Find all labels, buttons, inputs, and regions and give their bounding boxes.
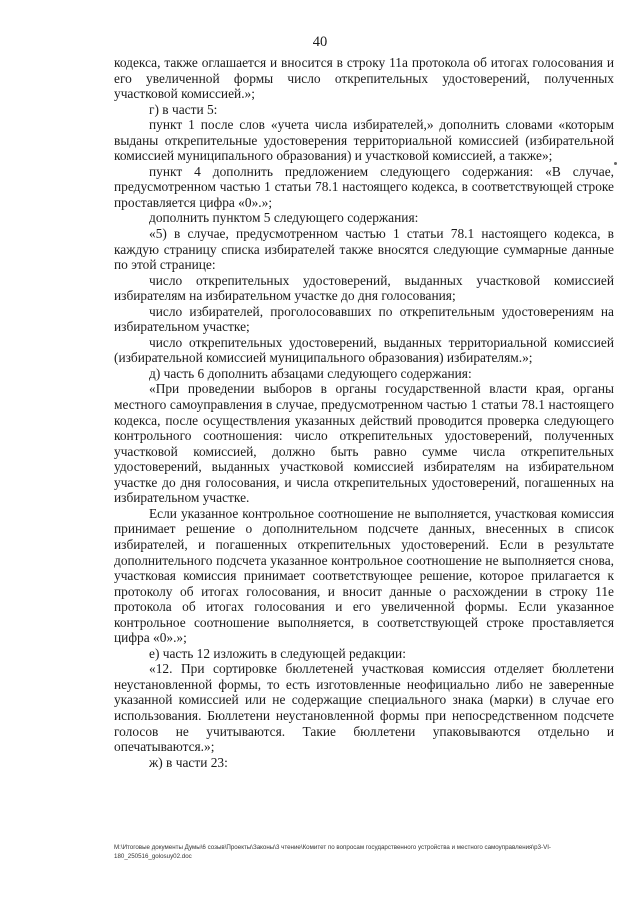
- paragraph: число открепительных удостоверений, выданных участковой комиссией избирателям на избирательном участке до дня голосования;: [114, 272, 614, 304]
- footer-path-line-1: M:\Итоговые документы Думы\6 созыв\Проекты\Законы\3 чтение\Комитет по вопросам государственного устройства и местного самоуправления\р3-VI-: [114, 844, 551, 851]
- paragraph: кодекса, также оглашается и вносится в строку 11а протокола об итогах голосования и его увеличенной формы число открепительных удостоверений, полученных участковой комиссией.»;: [114, 55, 614, 102]
- paragraph: ж) в части 23:: [149, 754, 228, 770]
- file-path-footer: [114, 843, 619, 861]
- paragraph: Если указанное контрольное соотношение не выполняется, участковая комиссия принимает решение о дополнительном подсчете данных, внесенных в список избирателей, и погашенных открепительных удостоверений. Если в результате дополнительного подсчета указанное контрольное соотношение не выполняется снова, участковая комиссия принимает соответствующее решение, которое прилагается к протоколу об итогах голосования, и вносит данные о расхождении в строку 11е протокола об итогах голосования и его увеличенной формы. Если указанное контрольное соотношение выполняется, в соответствующей строке проставляется цифра «0».»;: [114, 505, 614, 646]
- paragraph: «12. При сортировке бюллетеней участковая комиссия отделяет бюллетени неустановленной формы, то есть изготовленные неофициально либо не заверенные указанной комиссией или не содержащие специального знака (марки) в случае его использования. Бюллетени неустановленной формы при непосредственном подсчете голосов не учитываются. Такие бюллетени упаковываются отдельно и опечатываются.»;: [114, 661, 614, 755]
- paragraph: пункт 4 дополнить предложением следующего содержания: «В случае, предусмотренном частью 1 статьи 78.1 настоящего кодекса, в соответствующей строке проставляется цифра «0».»;: [114, 163, 614, 210]
- paragraph: число открепительных удостоверений, выданных территориальной комиссией (избирательной комиссией муниципального образования) избирателям.»;: [114, 334, 614, 366]
- page-number: 40: [312, 34, 328, 50]
- paragraph: число избирателей, проголосовавших по открепительным удостоверениям на избирательном участке;: [114, 303, 614, 335]
- paragraph: г) в части 5:: [149, 101, 218, 117]
- paragraph: «5) в случае, предусмотренном частью 1 статьи 78.1 настоящего кодекса, в каждую страницу списка избирателей также вносятся следующие суммарные данные по этой странице:: [114, 226, 614, 273]
- paragraph: дополнить пунктом 5 следующего содержания:: [149, 210, 419, 226]
- paragraph: д) часть 6 дополнить абзацами следующего содержания:: [149, 365, 472, 381]
- paragraph: «При проведении выборов в органы государственной власти края, органы местного самоуправления в случае, предусмотренном частью 1 статьи 78.1 настоящего кодекса, после осуществления указанных действий проводится проверка следующего контрольного соотношения: число открепительных удостоверений, полученных участковой комиссией, должно быть равно сумме числа открепительных удостоверений, выданных участковой комиссией избирателям на избирательном участке до дня голосования, и числа открепительных удостоверений, погашенных на избирательном участке.: [114, 381, 614, 506]
- paragraph: е) часть 12 изложить в следующей редакции:: [149, 645, 406, 661]
- document-body: [114, 55, 614, 770]
- scan-dot-mark: [614, 162, 617, 165]
- footer-path-line-2: 180_250516_golosuy02.doc: [114, 853, 192, 860]
- paragraph: пункт 1 после слов «учета числа избирателей,» дополнить словами «которым выданы открепительные удостоверения территориальной комиссией (избирательной комиссией муниципального образования) и участковой комиссией, а также»;: [114, 117, 614, 164]
